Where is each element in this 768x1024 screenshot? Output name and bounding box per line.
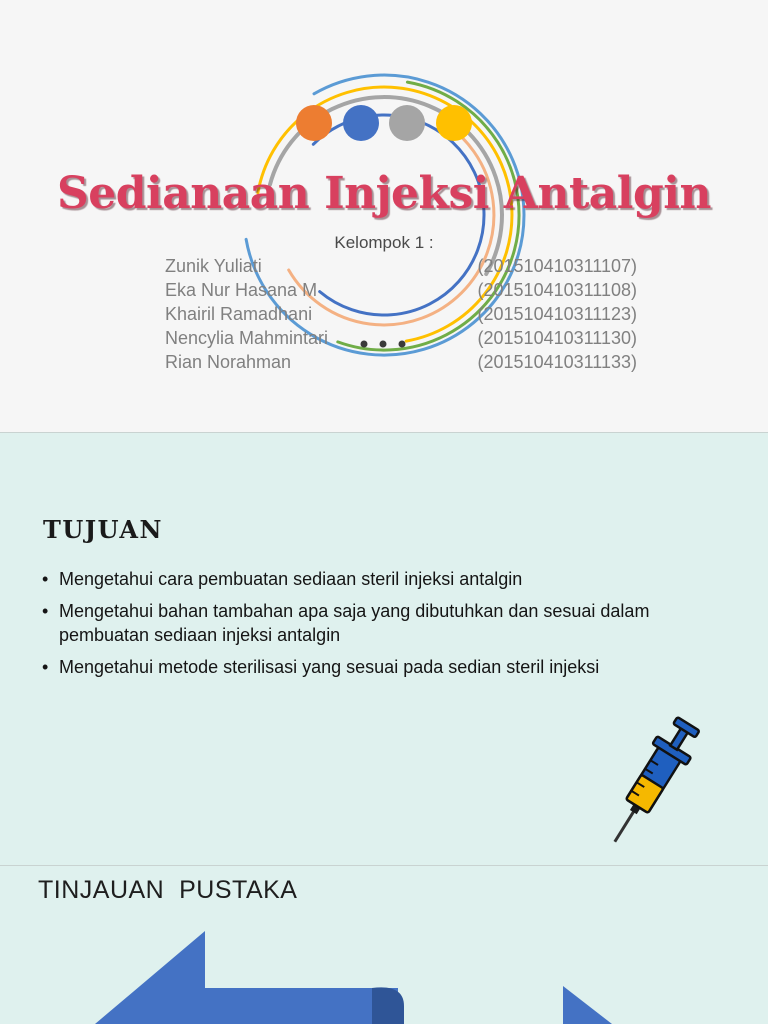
list-item-text: Mengetahui bahan tambahan apa saja yang dibutuhkan dan sesuai dalam pembuatan sediaan injeksi antalgin <box>59 601 650 645</box>
syringe-icon <box>596 703 716 853</box>
decorative-dot <box>343 105 379 141</box>
list-item <box>42 655 702 679</box>
member-row <box>165 328 637 352</box>
title-slide <box>0 0 768 432</box>
bullet-icon: • <box>42 569 49 589</box>
decorative-dot <box>296 105 332 141</box>
member-row <box>165 280 637 304</box>
tujuan-list <box>42 567 702 687</box>
list-item-text: Mengetahui metode sterilisasi yang sesuai pada sedian steril injeksi <box>59 657 600 677</box>
tinjauan-heading: TINJAUAN PUSTAKA <box>38 876 298 904</box>
member-row <box>165 256 637 280</box>
member-id: (201510410311133) <box>477 352 637 372</box>
bullet-icon: • <box>42 601 49 621</box>
group-subtitle: Kelompok 1 : <box>334 233 434 252</box>
list-item <box>42 599 702 647</box>
member-row <box>165 352 637 376</box>
member-id: (201510410311108) <box>477 280 637 300</box>
list-item <box>42 567 702 591</box>
member-name: Eka Nur Hasana M <box>165 280 318 300</box>
member-row <box>165 304 637 328</box>
member-id: (201510410311123) <box>477 304 637 324</box>
tinjauan-slide <box>0 866 768 1024</box>
right-arrow-shape <box>563 986 612 1024</box>
member-name: Khairil Ramadhani <box>165 304 313 324</box>
member-name: Rian Norahman <box>165 352 292 372</box>
tujuan-heading: TUJUAN <box>43 515 163 544</box>
ribbon-curl-shape <box>372 987 404 1024</box>
decorative-dot <box>389 105 425 141</box>
bullet-icon: • <box>42 657 49 677</box>
tujuan-slide <box>0 433 768 865</box>
list-item-text: Mengetahui cara pembuatan sediaan steril injeksi antalgin <box>59 569 523 589</box>
slide-title: Sedianaan Injeksi Antalgin <box>56 168 711 219</box>
member-name: Nencylia Mahmintari <box>165 328 329 348</box>
member-name: Zunik Yuliati <box>165 256 262 276</box>
left-arrow-shape <box>95 931 398 1024</box>
decorative-dot <box>436 105 472 141</box>
member-id: (201510410311130) <box>477 328 637 348</box>
member-id: (201510410311107) <box>477 256 637 276</box>
